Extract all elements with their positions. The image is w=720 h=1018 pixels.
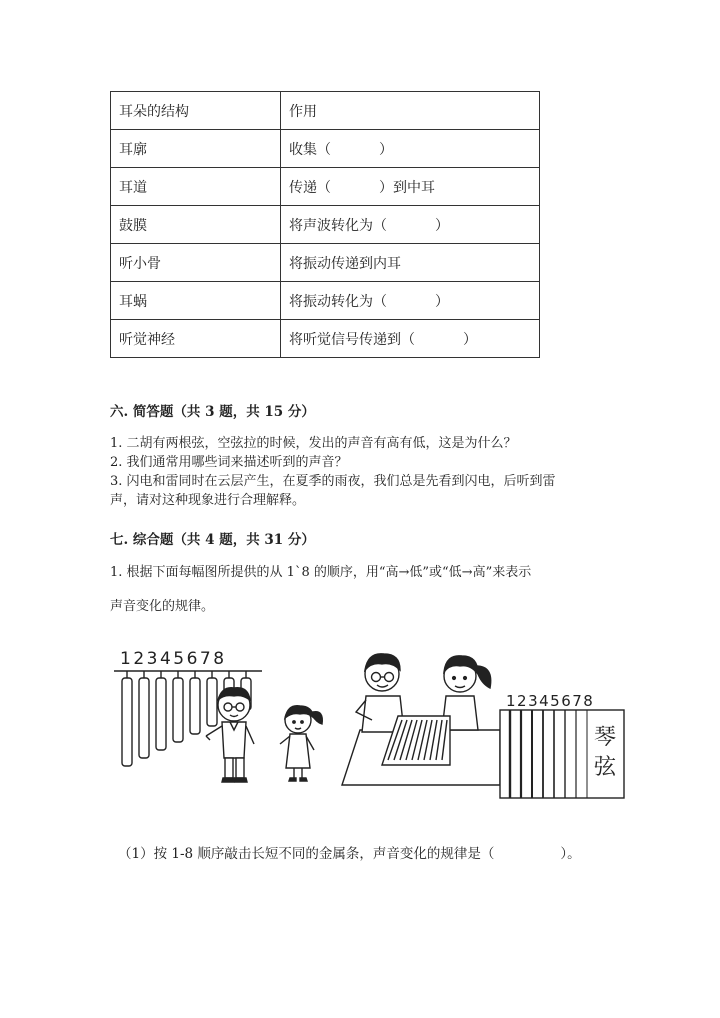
question-6-3-line2: 声，请对这种现象进行合理解释。	[110, 493, 306, 508]
function-text: ）	[379, 141, 393, 158]
table-cell-function	[281, 168, 540, 206]
sub-question-text: ）。	[560, 846, 581, 862]
boy-figure	[206, 688, 254, 782]
function-text: 将振动传递到内耳	[289, 255, 401, 272]
string-label-char: 弦	[594, 755, 617, 780]
table-cell-function	[281, 282, 540, 320]
function-text: 将听觉信号传递到（	[289, 331, 415, 348]
ear-structure-table	[110, 91, 540, 358]
sound-pitch-illustration	[110, 640, 630, 805]
metal-bar	[190, 671, 200, 734]
table-row	[111, 206, 540, 244]
question-6-2: 2. 我们通常用哪些词来描述听到的声音？	[110, 455, 348, 470]
table-cell-function	[281, 320, 540, 358]
table-cell-part: 鼓膜	[111, 206, 281, 244]
table-header-row	[111, 92, 540, 130]
metal-bar	[156, 671, 166, 750]
function-text: ）	[435, 293, 449, 310]
bar-numbers: 12345678	[120, 649, 227, 669]
table-row	[111, 320, 540, 358]
metal-bar	[139, 671, 149, 758]
sub-question-1	[118, 842, 581, 862]
table-row	[111, 282, 540, 320]
function-text: 传递（	[289, 179, 331, 196]
table-cell-part: 听小骨	[111, 244, 281, 282]
metal-bars-scene	[114, 649, 322, 782]
function-text: ）	[463, 331, 477, 348]
zither-scene	[342, 654, 624, 798]
table-row	[111, 130, 540, 168]
string-board	[500, 710, 624, 798]
metal-bar	[122, 671, 132, 766]
function-text: ）到中耳	[379, 179, 435, 196]
table-header-cell: 耳朵的结构	[111, 92, 281, 130]
table-header-cell: 作用	[281, 92, 540, 130]
table-cell-function	[281, 130, 540, 168]
table-cell-part: 耳道	[111, 168, 281, 206]
function-text: ）	[435, 217, 449, 234]
table-row	[111, 168, 540, 206]
function-text: 将振动转化为（	[289, 293, 387, 310]
question-7-1-line2: 声音变化的规律。	[110, 599, 215, 614]
metal-bar	[207, 671, 217, 726]
table-row	[111, 244, 540, 282]
function-text: 将声波转化为（	[289, 217, 387, 234]
question-6-3-line1: 3. 闪电和雷同时在云层产生，在夏季的雨夜，我们总是先看到闪电，后听到雷	[110, 474, 556, 489]
table-cell-function	[281, 244, 540, 282]
sub-question-text: （1）按 1-8 顺序敲击长短不同的金属条，声音变化的规律是（	[118, 846, 495, 862]
table-cell-function	[281, 206, 540, 244]
table-cell-part: 听觉神经	[111, 320, 281, 358]
metal-bar	[173, 671, 183, 742]
girl-figure	[280, 706, 322, 781]
question-6-1: 1. 二胡有两根弦，空弦拉的时候，发出的声音有高有低，这是为什么？	[110, 436, 517, 451]
table-cell-part: 耳蜗	[111, 282, 281, 320]
section-6-title: 六. 简答题（共 3 题，共 15 分）	[110, 404, 315, 420]
string-numbers: 12345678	[506, 692, 595, 710]
function-text: 收集（	[289, 141, 331, 158]
string-label-char: 琴	[594, 725, 617, 750]
table-cell-part: 耳廓	[111, 130, 281, 168]
section-7-title: 七. 综合题（共 4 题，共 31 分）	[110, 532, 315, 548]
question-7-1-line1: 1. 根据下面每幅图所提供的从 1`8 的顺序，用“高→低”或“低→高”来表示	[110, 565, 532, 580]
